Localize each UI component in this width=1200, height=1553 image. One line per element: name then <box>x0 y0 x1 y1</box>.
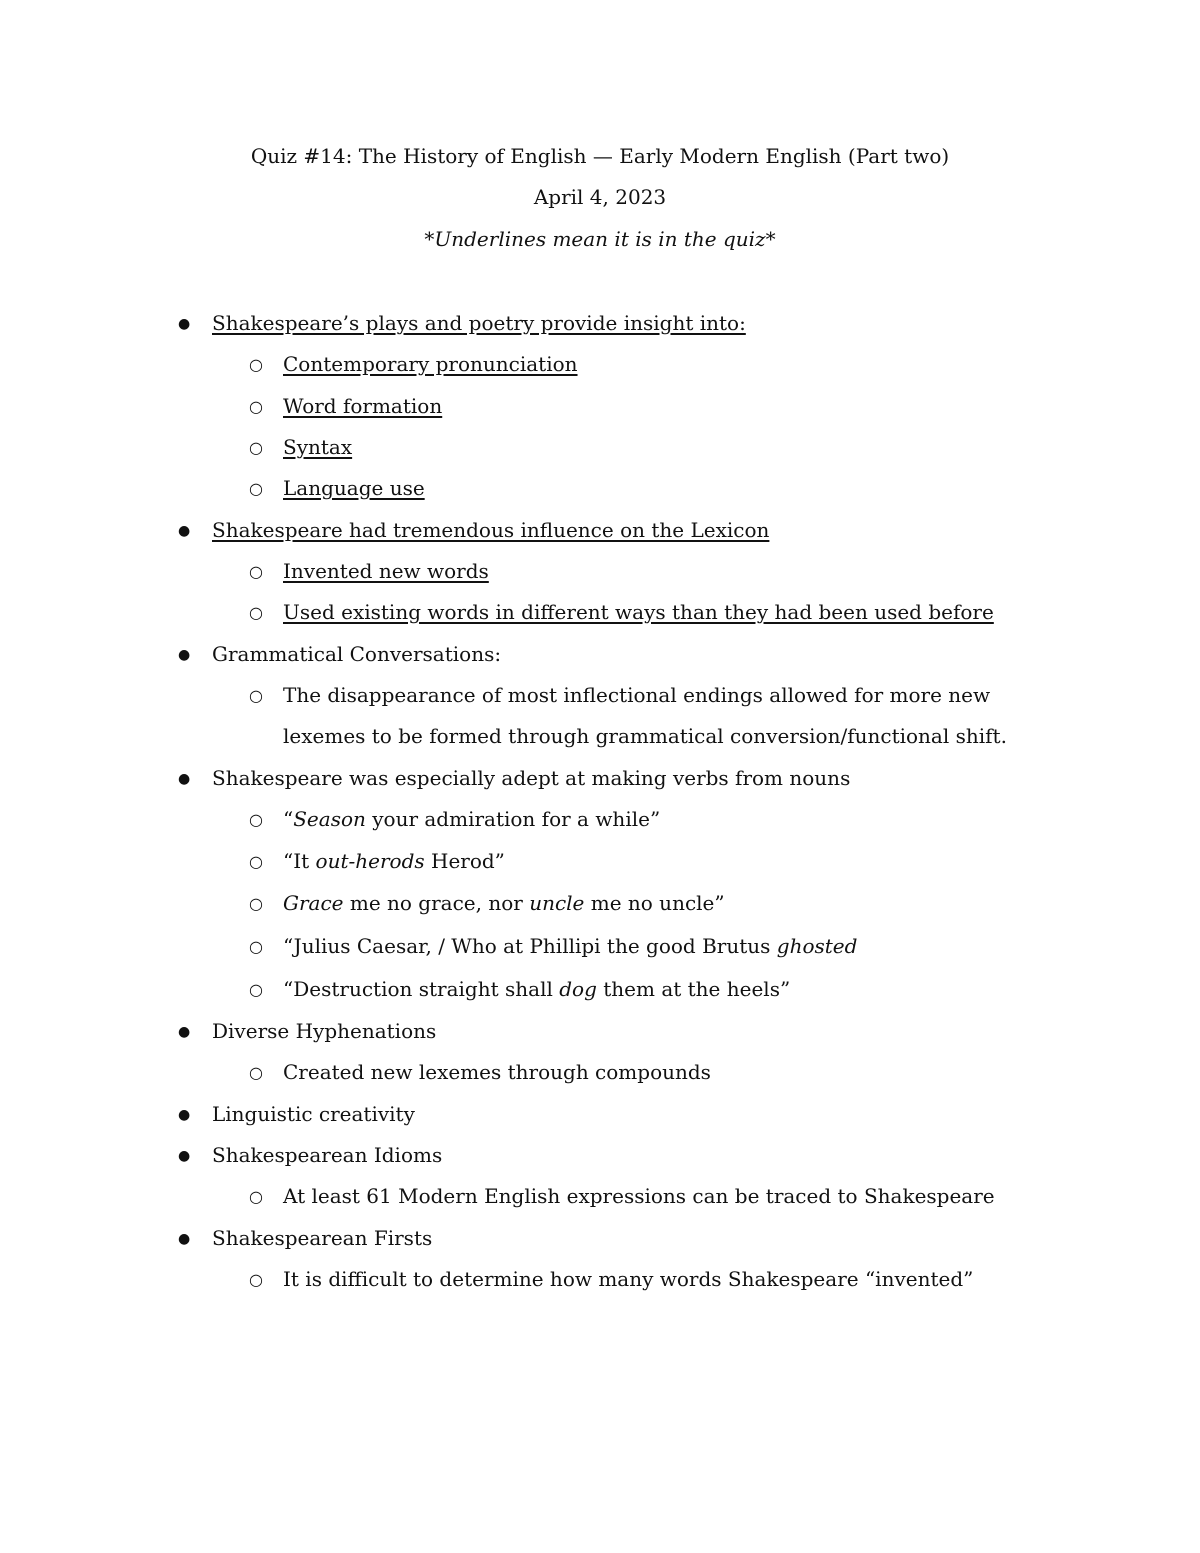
circle-bullet-icon: ○ <box>249 894 263 913</box>
circle-bullet-icon: ○ <box>249 355 263 374</box>
sub-list-item: Syntax <box>283 435 353 459</box>
quote-item: “It out-herods Herod” <box>283 849 505 873</box>
bullet-icon: ● <box>178 1148 191 1164</box>
sub-list-item: The disappearance of most inflectional endings allowed for more new <box>283 683 991 707</box>
circle-bullet-icon: ○ <box>249 603 263 622</box>
circle-bullet-icon: ○ <box>249 980 263 999</box>
quote-item: “Julius Caesar, / Who at Phillipi the good Brutus ghosted <box>283 934 858 958</box>
sub-list-item: Invented new words <box>283 559 489 583</box>
quote-item: Grace me no grace, nor uncle me no uncle” <box>283 891 725 915</box>
bullet-icon: ● <box>178 647 191 663</box>
list-item: Grammatical Conversations: <box>212 642 502 666</box>
document-date: April 4, 2023 <box>533 185 667 209</box>
list-item: Shakespeare’s plays and poetry provide insight into: <box>212 311 746 335</box>
list-item: Shakespeare had tremendous influence on the Lexicon <box>212 518 770 542</box>
document-title: Quiz #14: The History of English — Early Modern English (Part two) <box>250 144 950 168</box>
circle-bullet-icon: ○ <box>249 1187 263 1206</box>
circle-bullet-icon: ○ <box>249 1063 263 1082</box>
bullet-icon: ● <box>178 316 191 332</box>
sub-list-item: It is difficult to determine how many words Shakespeare “invented” <box>283 1267 974 1291</box>
circle-bullet-icon: ○ <box>249 937 263 956</box>
list-item: Linguistic creativity <box>212 1102 415 1126</box>
circle-bullet-icon: ○ <box>249 397 263 416</box>
circle-bullet-icon: ○ <box>249 852 263 871</box>
circle-bullet-icon: ○ <box>249 1270 263 1289</box>
bullet-icon: ● <box>178 1024 191 1040</box>
bullet-icon: ● <box>178 1107 191 1123</box>
bullet-icon: ● <box>178 523 191 539</box>
sub-list-item: Language use <box>283 476 425 500</box>
circle-bullet-icon: ○ <box>249 562 263 581</box>
quote-item: “Season your admiration for a while” <box>283 807 661 831</box>
sub-list-item: Contemporary pronunciation <box>283 352 578 376</box>
circle-bullet-icon: ○ <box>249 479 263 498</box>
underline-note: *Underlines mean it is in the quiz* <box>424 227 776 251</box>
circle-bullet-icon: ○ <box>249 810 263 829</box>
sub-list-item-continuation: lexemes to be formed through grammatical conversion/functional shift. <box>283 724 1007 748</box>
circle-bullet-icon: ○ <box>249 686 263 705</box>
sub-list-item: Used existing words in different ways than they had been used before <box>283 600 994 624</box>
sub-list-item: Word formation <box>283 394 443 418</box>
list-item: Shakespeare was especially adept at making verbs from nouns <box>212 766 851 790</box>
list-item: Diverse Hyphenations <box>212 1019 437 1043</box>
list-item: Shakespearean Idioms <box>212 1143 443 1167</box>
circle-bullet-icon: ○ <box>249 438 263 457</box>
bullet-icon: ● <box>178 771 191 787</box>
sub-list-item: Created new lexemes through compounds <box>283 1060 711 1084</box>
quote-item: “Destruction straight shall dog them at the heels” <box>283 977 791 1001</box>
sub-list-item: At least 61 Modern English expressions can be traced to Shakespeare <box>283 1184 995 1208</box>
bullet-icon: ● <box>178 1231 191 1247</box>
list-item: Shakespearean Firsts <box>212 1226 433 1250</box>
